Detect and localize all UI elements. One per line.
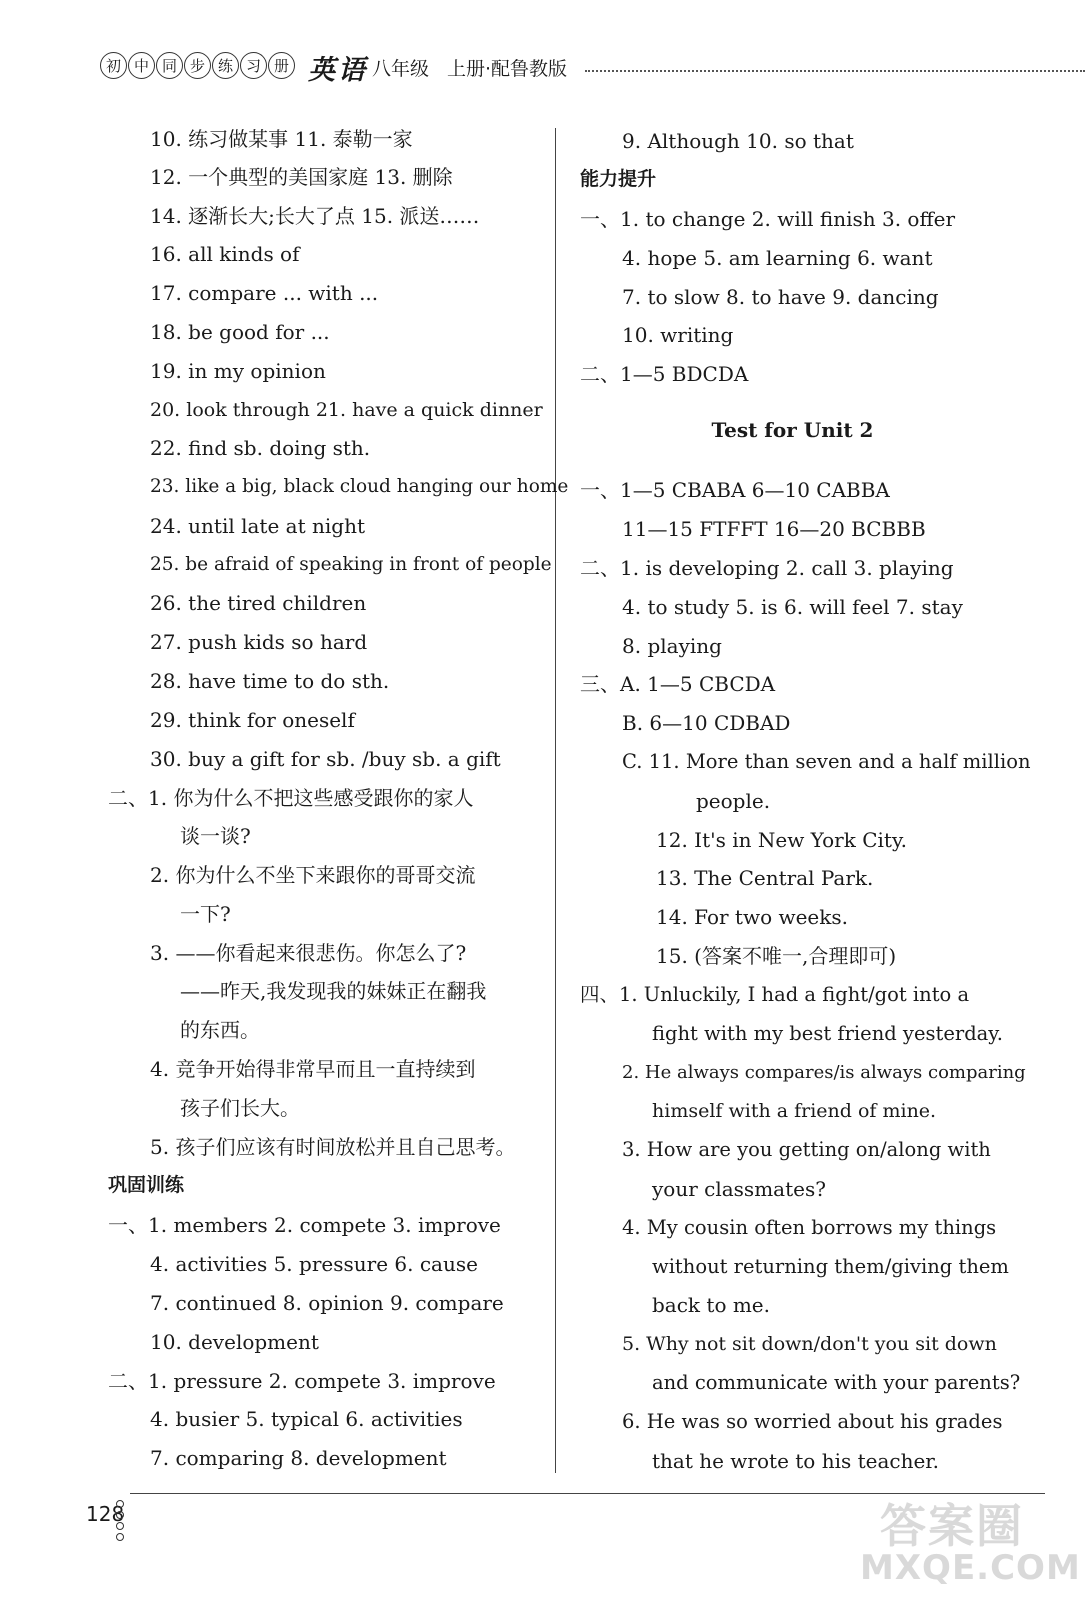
- answer-line: 10. writing: [622, 323, 734, 347]
- subject-title: 英语: [308, 55, 368, 86]
- column-divider: [555, 128, 556, 1473]
- test-title: Test for Unit 2: [711, 418, 874, 442]
- answer-line: back to me.: [652, 1293, 770, 1317]
- answer-line: 4. to study 5. is 6. will feel 7. stay: [622, 595, 963, 619]
- answer-line: 4. hope 5. am learning 6. want: [622, 246, 933, 270]
- page-number: 128: [86, 1502, 125, 1526]
- answer-line: 4. 竞争开始得非常早而且一直持续到: [150, 1057, 476, 1081]
- series-badge: 习: [240, 52, 267, 79]
- answer-line: 14. 逐渐长大;长大了点 15. 派送……: [150, 204, 480, 228]
- answer-line: 2. 你为什么不坐下来跟你的哥哥交流: [150, 863, 476, 887]
- header-dotted-rule: [585, 70, 1085, 72]
- series-badges: [100, 52, 296, 79]
- answer-line: 28. have time to do sth.: [150, 669, 390, 693]
- answer-line: 3. How are you getting on/along with: [622, 1138, 991, 1161]
- series-badge: 同: [156, 52, 183, 79]
- answer-line: people.: [696, 789, 771, 813]
- answer-line: 5. 孩子们应该有时间放松并且自己思考。: [150, 1135, 516, 1159]
- answer-line: 15. (答案不唯一,合理即可): [656, 944, 897, 968]
- answer-line: 二、1. is developing 2. call 3. playing: [580, 556, 954, 580]
- answer-line: himself with a friend of mine.: [652, 1100, 937, 1122]
- answer-line: 12. It's in New York City.: [656, 828, 907, 852]
- answer-line: 四、1. Unluckily, I had a fight/got into a: [580, 983, 970, 1006]
- answer-line: 4. activities 5. pressure 6. cause: [150, 1252, 478, 1276]
- answer-line: 二、1. 你为什么不把这些感受跟你的家人: [108, 786, 474, 810]
- series-badge: 中: [128, 52, 155, 79]
- answer-line: 11—15 FTFFT 16—20 BCBBB: [622, 517, 926, 541]
- answer-line: 22. find sb. doing sth.: [150, 436, 371, 460]
- answer-line: 二、1. pressure 2. compete 3. improve: [108, 1369, 496, 1393]
- answer-line: your classmates?: [652, 1177, 826, 1201]
- answer-line: 二、1—5 BDCDA: [580, 362, 749, 386]
- answer-line: 6. He was so worried about his grades: [622, 1410, 1003, 1433]
- answer-line: 29. think for oneself: [150, 708, 355, 732]
- series-badge: 初: [100, 52, 127, 79]
- answer-line: 孩子们长大。: [180, 1096, 300, 1120]
- answer-line: 4. busier 5. typical 6. activities: [150, 1407, 463, 1431]
- answer-line: 5. Why not sit down/don't you sit down: [622, 1333, 997, 1355]
- answer-line: 4. My cousin often borrows my things: [622, 1216, 997, 1239]
- answer-line: 23. like a big, black cloud hanging our home: [150, 476, 569, 497]
- answer-line: 16. all kinds of: [150, 242, 300, 266]
- answer-line: 19. in my opinion: [150, 359, 326, 383]
- answer-line: 26. the tired children: [150, 591, 367, 615]
- answer-line: 25. be afraid of speaking in front of people: [150, 554, 552, 575]
- answer-line: 7. continued 8. opinion 9. compare: [150, 1291, 504, 1315]
- answer-line: 一下?: [180, 902, 231, 926]
- answer-line: fight with my best friend yesterday.: [652, 1022, 1003, 1045]
- answer-line: ——昨天,我发现我的妹妹正在翻我: [180, 979, 487, 1003]
- answer-line: 12. 一个典型的美国家庭 13. 删除: [150, 165, 453, 189]
- answer-line: 17. compare ... with ...: [150, 281, 379, 305]
- answer-line: 2. He always compares/is always comparing: [622, 1062, 1026, 1083]
- answer-line: 18. be good for ...: [150, 320, 330, 344]
- answer-line: 30. buy a gift for sb. /buy sb. a gift: [150, 747, 501, 771]
- watermark-url: MXQE.COM: [860, 1548, 1081, 1588]
- answer-line: 14. For two weeks.: [656, 905, 848, 929]
- page-header: [100, 48, 1085, 88]
- answer-line: 13. The Central Park.: [656, 866, 874, 890]
- answer-line: 谈一谈?: [180, 824, 251, 848]
- answer-line: 9. Although 10. so that: [622, 129, 854, 153]
- answer-line: and communicate with your parents?: [652, 1371, 1021, 1394]
- section-heading: 能力提升: [580, 168, 657, 190]
- answer-line: 24. until late at night: [150, 514, 365, 538]
- answer-line: B. 6—10 CDBAD: [622, 711, 791, 735]
- answer-line: 10. 练习做某事 11. 泰勒一家: [150, 127, 413, 151]
- chain-ornament-icon: [116, 1500, 126, 1544]
- answer-line: 27. push kids so hard: [150, 630, 368, 654]
- answer-line: 7. comparing 8. development: [150, 1446, 447, 1470]
- answer-line: 三、A. 1—5 CBCDA: [580, 672, 776, 696]
- answer-line: 3. ——你看起来很悲伤。你怎么了?: [150, 941, 467, 965]
- answer-line: 8. playing: [622, 634, 722, 658]
- section-heading: 巩固训练: [108, 1174, 185, 1196]
- series-badge: 步: [184, 52, 211, 79]
- answer-line: 一、1. to change 2. will finish 3. offer: [580, 207, 956, 231]
- edition-label: 上册·配鲁教版: [447, 58, 568, 80]
- answer-line: without returning them/giving them: [652, 1255, 1009, 1278]
- answer-line: 20. look through 21. have a quick dinner: [150, 399, 543, 421]
- answer-line: 7. to slow 8. to have 9. dancing: [622, 285, 939, 309]
- answer-line: 一、1. members 2. compete 3. improve: [108, 1213, 501, 1237]
- grade-label: 八年级: [372, 58, 430, 80]
- answer-line: 一、1—5 CBABA 6—10 CABBA: [580, 478, 890, 502]
- answer-line: C. 11. More than seven and a half million: [622, 750, 1031, 773]
- series-badge: 练: [212, 52, 239, 79]
- answer-line: 的东西。: [180, 1018, 260, 1042]
- series-badge: 册: [268, 52, 295, 79]
- watermark-logo: 答案圈: [880, 1499, 1024, 1553]
- answer-line: 10. development: [150, 1330, 319, 1354]
- answer-line: that he wrote to his teacher.: [652, 1449, 940, 1473]
